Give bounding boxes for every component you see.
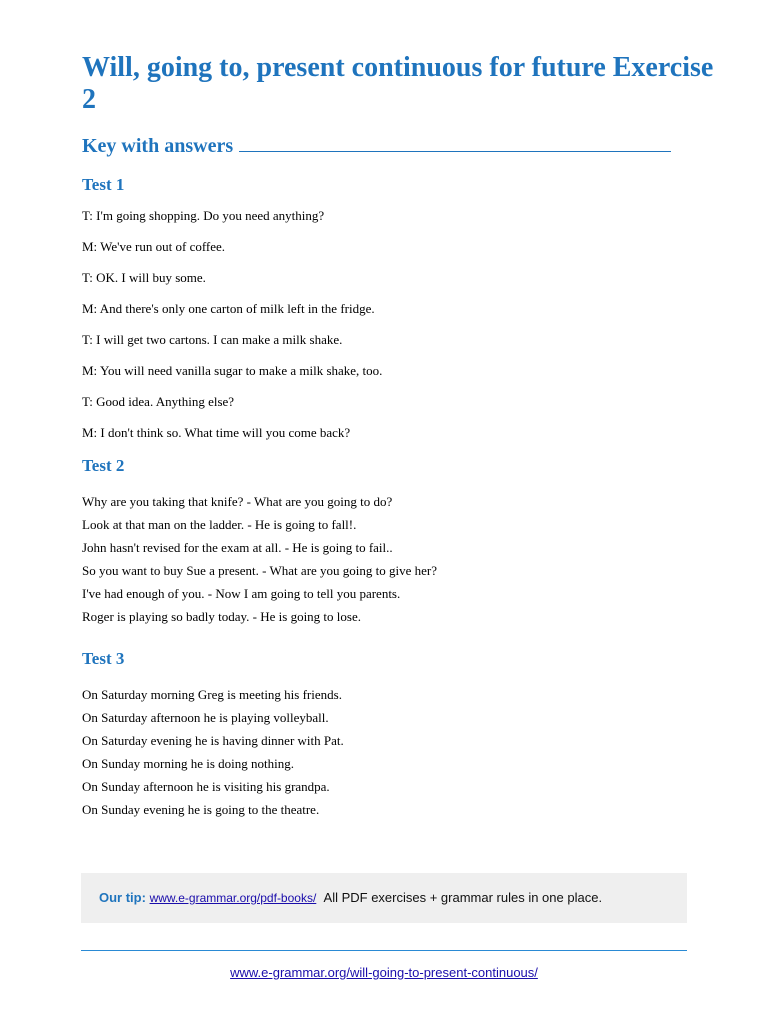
test-1-line: M: I don't think so. What time will you come back? xyxy=(82,425,351,440)
page-title: Will, going to, present continuous for future Exercise 2 xyxy=(82,52,714,115)
test-2-line: John hasn't revised for the exam at all. - He is going to fail.. xyxy=(82,540,393,555)
footer-divider xyxy=(81,950,687,951)
tip-line xyxy=(99,890,602,906)
test-1-line: M: And there's only one carton of milk left in the fridge. xyxy=(82,301,375,316)
test-3-line: On Sunday evening he is going to the theatre. xyxy=(82,802,320,817)
test-2-line: Roger is playing so badly today. - He is going to lose. xyxy=(82,609,361,624)
test-2-line: I've had enough of you. - Now I am going to tell you parents. xyxy=(82,586,401,601)
test-2-line: So you want to buy Sue a present. - What are you going to give her? xyxy=(82,563,438,578)
tip-box xyxy=(81,873,687,923)
test-2-heading: Test 2 xyxy=(82,456,125,475)
test-3-line: On Sunday afternoon he is visiting his grandpa. xyxy=(82,779,330,794)
footer-link[interactable]: www.e-grammar.org/will-going-to-present-continuous/ xyxy=(230,965,538,980)
test-2-line: Why are you taking that knife? - What are you going to do? xyxy=(82,494,393,509)
test-1-line: T: OK. I will buy some. xyxy=(82,270,206,285)
key-heading-text: Key with answers xyxy=(82,135,234,157)
tip-link[interactable]: www.e-grammar.org/pdf-books/ xyxy=(149,891,317,905)
test-1-line: M: We've run out of coffee. xyxy=(82,239,226,254)
key-heading xyxy=(82,134,722,158)
test-2-line: Look at that man on the ladder. - He is going to fall!. xyxy=(82,517,357,532)
test-1-line: T: I will get two cartons. I can make a milk shake. xyxy=(82,332,343,347)
test-3-line: On Saturday evening he is having dinner with Pat. xyxy=(82,733,344,748)
tip-text: All PDF exercises + grammar rules in one place. xyxy=(323,890,603,905)
test-1-line: M: You will need vanilla sugar to make a milk shake, too. xyxy=(82,363,383,378)
tip-label: Our tip: xyxy=(99,890,146,905)
test-1-heading: Test 1 xyxy=(82,175,125,194)
test-1-line: T: Good idea. Anything else? xyxy=(82,394,235,409)
heading-underline xyxy=(239,135,671,152)
test-3-heading: Test 3 xyxy=(82,649,125,668)
test-1-line: T: I'm going shopping. Do you need anything? xyxy=(82,208,325,223)
test-3-line: On Saturday morning Greg is meeting his friends. xyxy=(82,687,342,702)
test-3-line: On Saturday afternoon he is playing volleyball. xyxy=(82,710,329,725)
test-3-line: On Sunday morning he is doing nothing. xyxy=(82,756,294,771)
